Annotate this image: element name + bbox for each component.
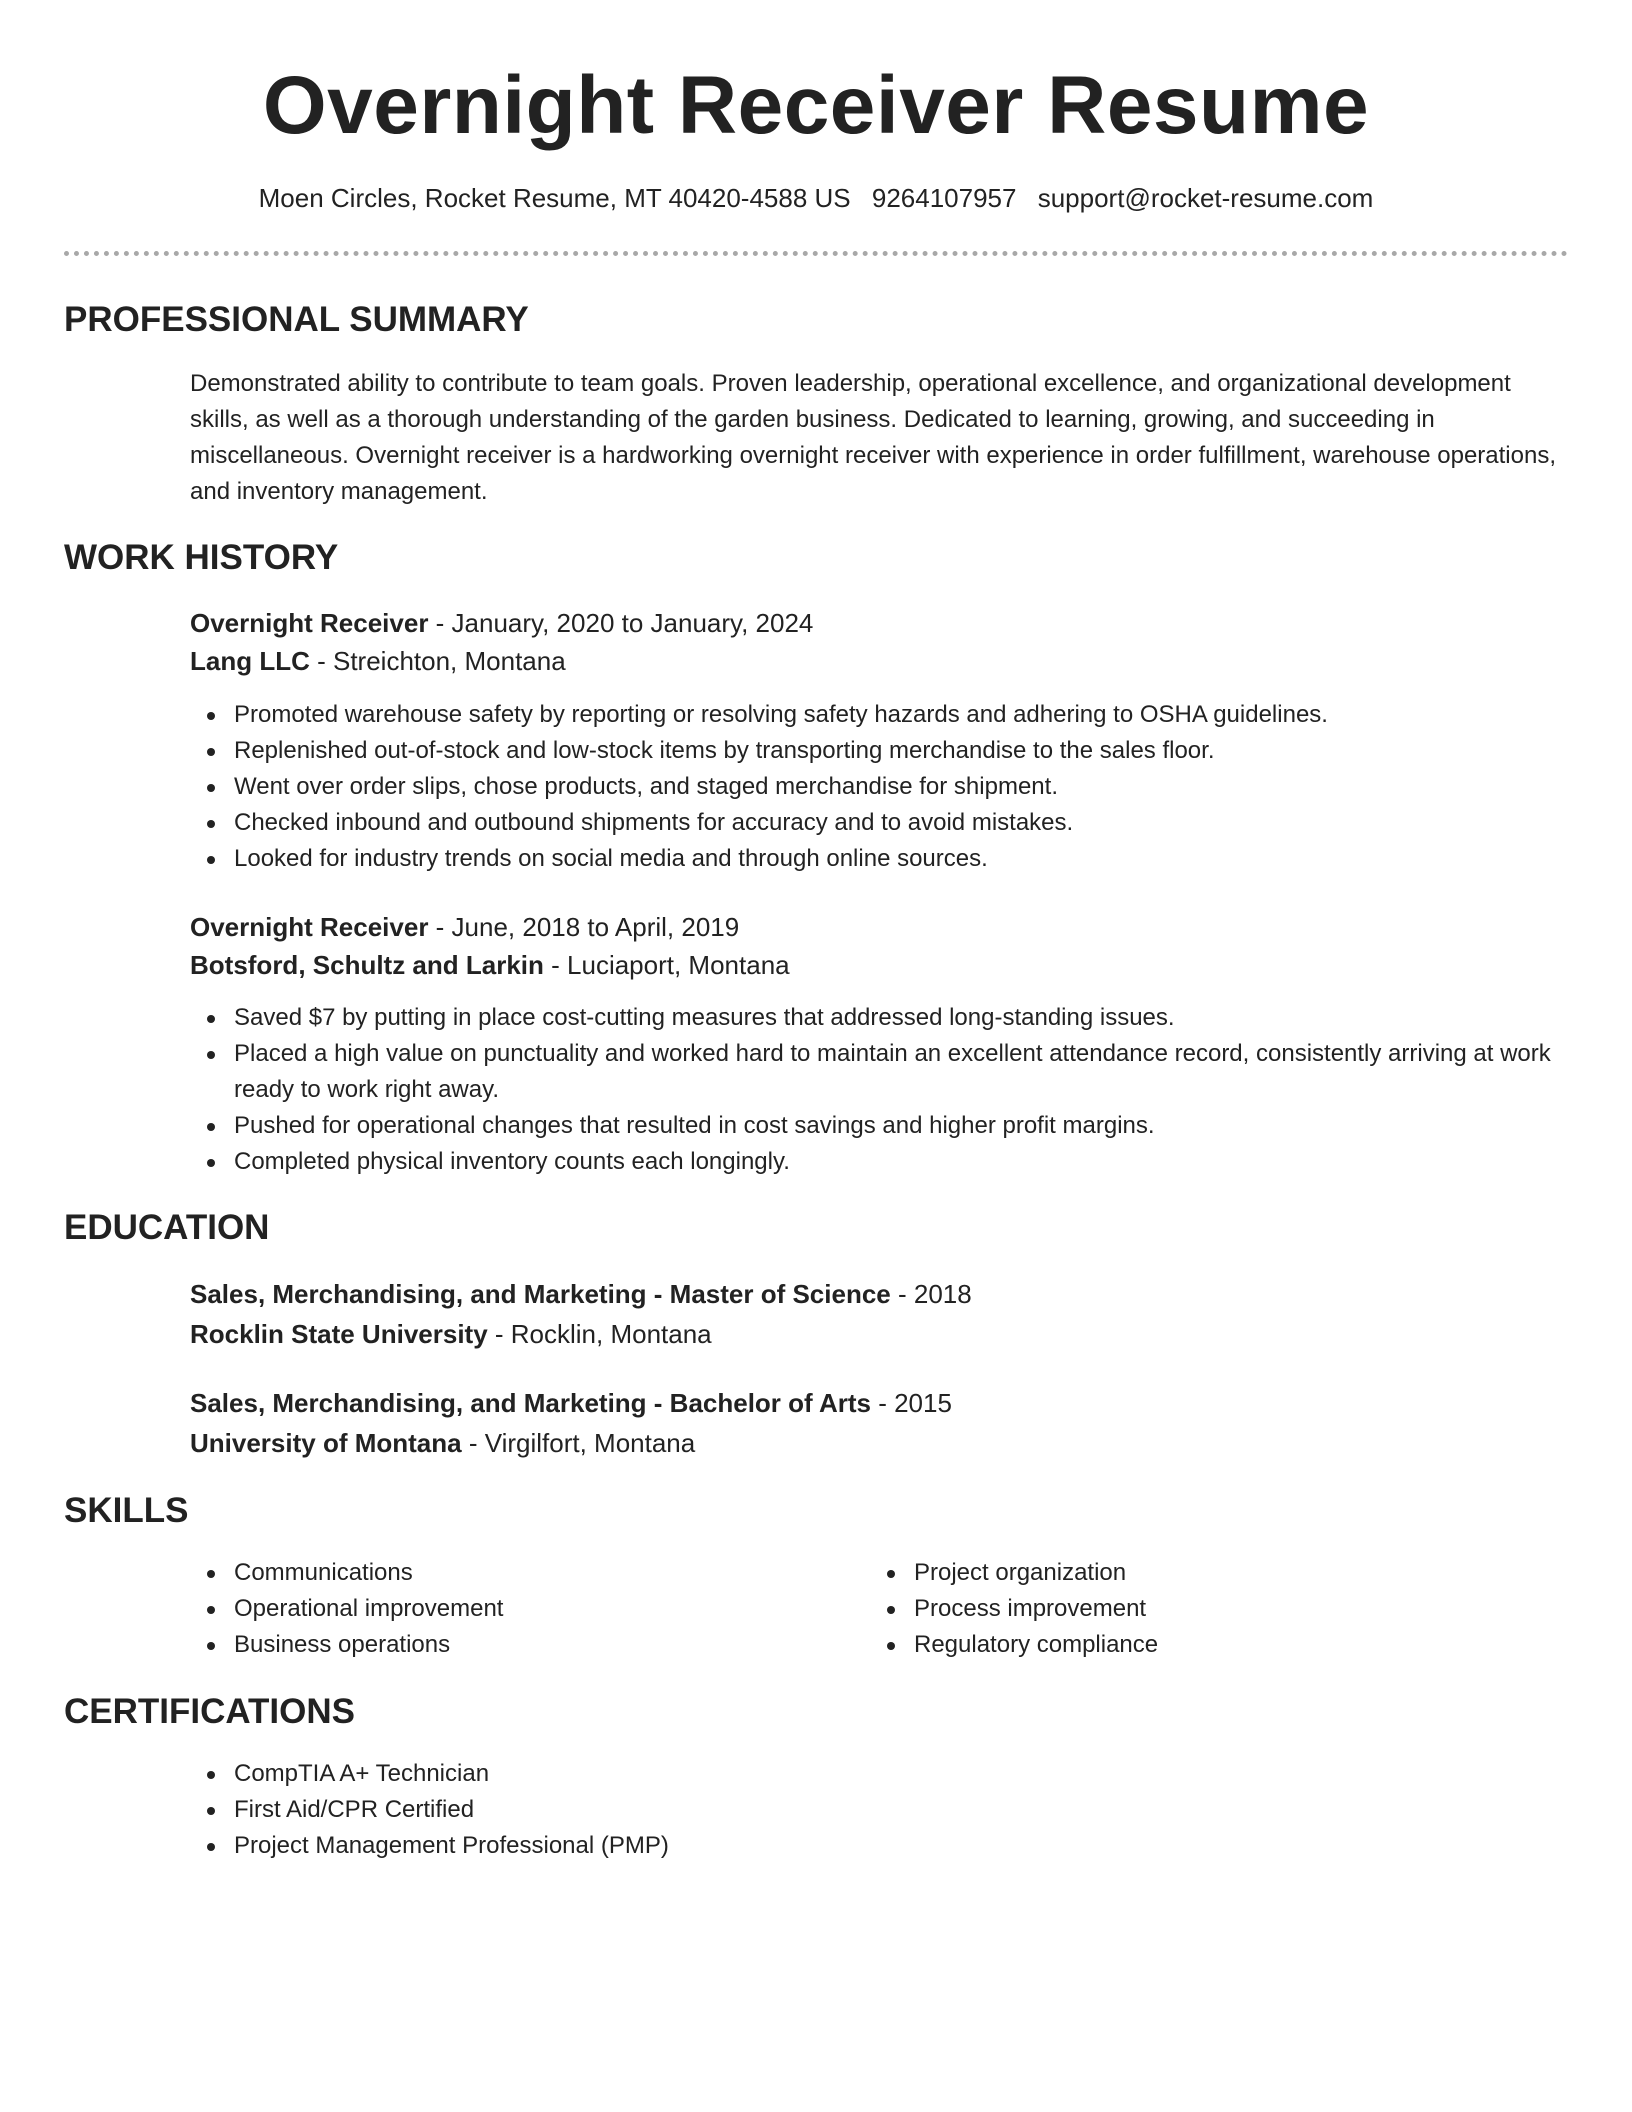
degree-line — [190, 1275, 972, 1313]
school-location: - Virgilfort, Montana — [461, 1428, 696, 1458]
degree-name: Sales, Merchandising, and Marketing - Master of Science — [190, 1279, 891, 1309]
list-item: Regulatory compliance — [870, 1627, 1510, 1663]
list-item: Went over order slips, chose products, and staged merchandise for shipment. — [190, 769, 1570, 805]
list-item: Placed a high value on punctuality and worked hard to maintain an excellent attendance record, consistently arriving at work ready to work right away. — [190, 1036, 1570, 1108]
list-item: Completed physical inventory counts each longingly. — [190, 1144, 1570, 1180]
list-item: Process improvement — [870, 1591, 1510, 1627]
certifications-list — [190, 1756, 1570, 1864]
job-company: Botsford, Schultz and Larkin — [190, 950, 544, 980]
job-title-line — [190, 908, 739, 946]
degree-name: Sales, Merchandising, and Marketing - Bachelor of Arts — [190, 1388, 871, 1418]
work-history-heading: WORK HISTORY — [64, 538, 339, 577]
education-heading: EDUCATION — [64, 1208, 270, 1247]
list-item: Communications — [190, 1555, 830, 1591]
summary-heading: PROFESSIONAL SUMMARY — [64, 300, 529, 339]
resume-title: Overnight Receiver Resume — [262, 60, 1370, 151]
job-dates: - January, 2020 to January, 2024 — [428, 608, 814, 638]
job-title: Overnight Receiver — [190, 608, 429, 638]
summary-text: Demonstrated ability to contribute to team goals. Proven leadership, operational excellence, and organizational development skills, as well as a thorough understanding of the garden business. Dedicated to learning, growing, and succeeding in miscellaneous. Overnight receiver is a hardworking overnight receiver with experience in order fulfillment, warehouse operations, and inventory management. — [190, 370, 1556, 505]
school-line — [190, 1315, 712, 1353]
contact-line — [0, 180, 1632, 216]
list-item: Project organization — [870, 1555, 1510, 1591]
list-item: Saved $7 by putting in place cost-cutting measures that addressed long-standing issues. — [190, 1000, 1570, 1036]
skills-heading: SKILLS — [64, 1491, 189, 1530]
list-item: Looked for industry trends on social media and through online sources. — [190, 841, 1570, 877]
job-location: - Streichton, Montana — [309, 646, 566, 676]
list-item: Project Management Professional (PMP) — [190, 1828, 1570, 1864]
skills-list-right — [870, 1555, 1510, 1663]
school-name: Rocklin State University — [190, 1319, 488, 1349]
school-name: University of Montana — [190, 1428, 462, 1458]
phone-text: 9264107957 — [871, 183, 1017, 213]
list-item: Checked inbound and outbound shipments for accuracy and to avoid mistakes. — [190, 805, 1570, 841]
certifications-heading: CERTIFICATIONS — [64, 1692, 356, 1731]
job-location: - Luciaport, Montana — [543, 950, 790, 980]
job-company: Lang LLC — [190, 646, 310, 676]
list-item: Pushed for operational changes that resulted in cost savings and higher profit margins. — [190, 1108, 1570, 1144]
degree-line — [190, 1384, 952, 1422]
skills-list-left — [190, 1555, 830, 1663]
list-item: Replenished out-of-stock and low-stock items by transporting merchandise to the sales floor. — [190, 733, 1570, 769]
school-location: - Rocklin, Montana — [487, 1319, 712, 1349]
address-text: Moen Circles, Rocket Resume, MT 40420-4588 US — [258, 183, 851, 213]
job-company-line — [190, 642, 566, 680]
degree-year: - 2015 — [870, 1388, 952, 1418]
list-item: Promoted warehouse safety by reporting or resolving safety hazards and adhering to OSHA guidelines. — [190, 697, 1570, 733]
job-title: Overnight Receiver — [190, 912, 429, 942]
header-divider — [64, 251, 1568, 256]
job-bullets — [190, 1000, 1570, 1180]
job-bullets — [190, 697, 1570, 877]
job-company-line — [190, 946, 790, 984]
list-item: Business operations — [190, 1627, 830, 1663]
list-item: First Aid/CPR Certified — [190, 1792, 1570, 1828]
list-item: Operational improvement — [190, 1591, 830, 1627]
degree-year: - 2018 — [890, 1279, 972, 1309]
job-dates: - June, 2018 to April, 2019 — [428, 912, 740, 942]
job-title-line — [190, 604, 813, 642]
email-text: support@rocket-resume.com — [1037, 183, 1374, 213]
list-item: CompTIA A+ Technician — [190, 1756, 1570, 1792]
school-line — [190, 1424, 695, 1462]
